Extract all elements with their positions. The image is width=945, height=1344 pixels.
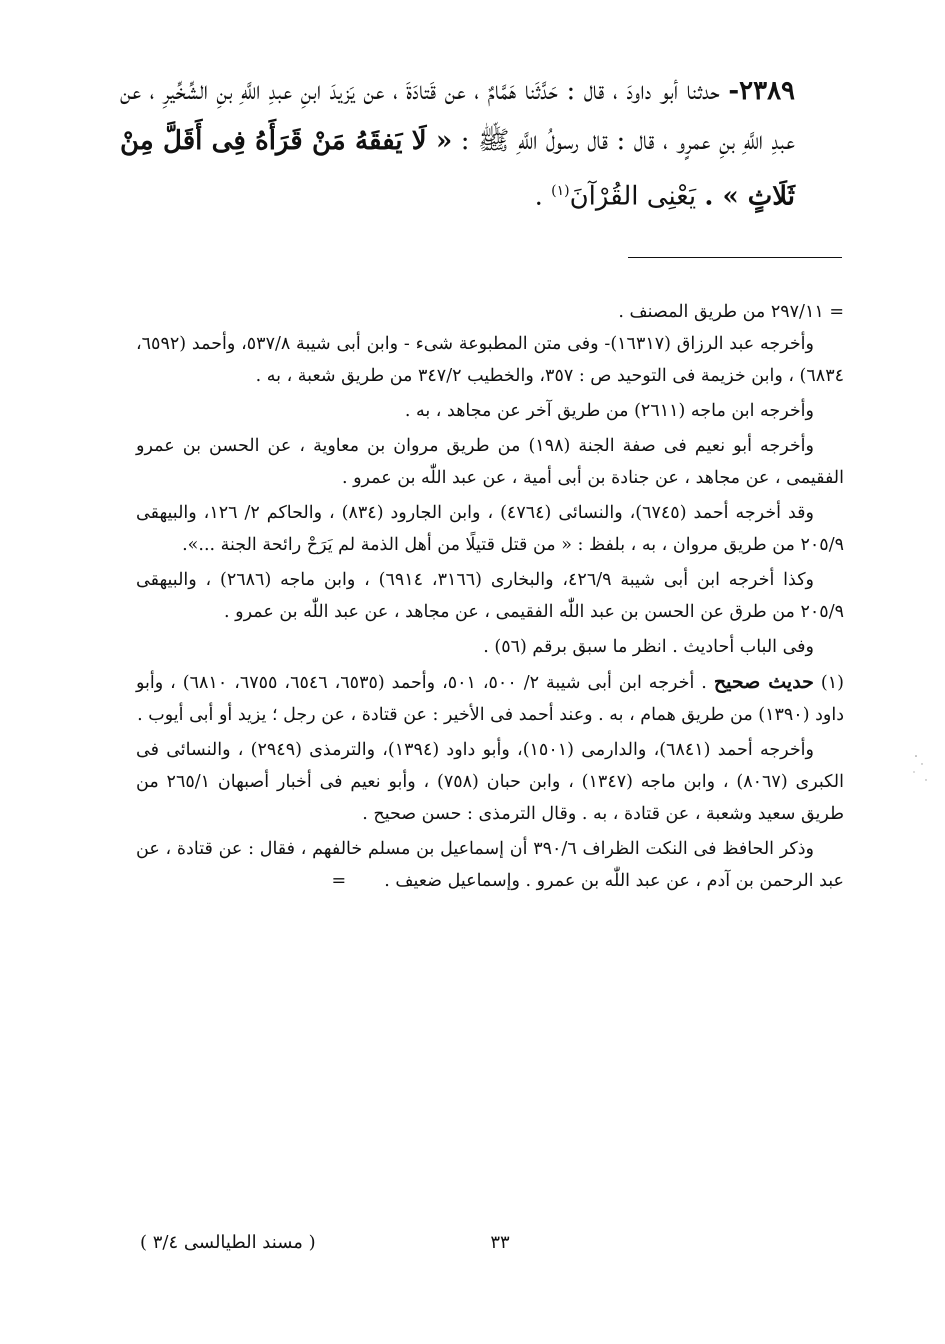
hadith-gloss: يَعْنِى القُرْآنَ: [569, 181, 697, 212]
note-paragraph: [136, 833, 844, 897]
note-paragraph: وفى الباب أحاديث . انظر ما سبق برقم (٥٦) .: [483, 637, 814, 657]
main-end-dot: .: [534, 181, 552, 212]
note-paragraph: وقد أخرجه أحمد (٦٧٤٥)، والنسائى (٤٧٦٤) ، وابن الجارود (٨٣٤) ، والحاكم ٢/ ١٢٦، والبيهقى ٢٠٥/٩ من طريق مروان ، به ، بلفظ : « من قتل قتيلًا من أهل الذمة لم يَرَحْ رائحة الجنة ...».: [136, 503, 844, 555]
paper-specks: [906, 750, 936, 790]
page-number: ٣٣: [490, 1232, 510, 1253]
footnote-text: . أخرجه ابن أبى شيبة ٢/ ٥٠٠، ٥٠١، وأحمد (٦٥٣٥، ٦٥٤٦، ٦٧٥٥، ٦٨١٠) ، وأبو داود (١٣٩٠) من طريق همام ، به . وعند أحمد فى الأخير : عن قتادة ، عن رجل ؛ يزيد أو أبى أيوب .: [136, 673, 844, 725]
note-paragraph: وأخرجه ابن ماجه (٢٦١١) من طريق آخر عن مجاهد ، به .: [404, 401, 814, 421]
hadith-number: ٢٣٨٩-: [728, 76, 796, 106]
continuation-mark: =: [331, 871, 347, 891]
note-last-text: وذكر الحافظ فى النكت الظراف ٣٩٠/٦ أن إسماعيل بن مسلم خالفهم ، فقال : عن قتادة ، عن عبد الرحمن بن آدم ، عن عبد اللّٰه بن عمرو . وإسماعيل ضعيف .: [136, 839, 844, 891]
note-paragraph: وكذا أخرجه ابن أبى شيبة ٤٢٦/٩، والبخارى (٣١٦٦، ٦٩١٤) ، وابن ماجه (٢٦٨٦) ، والبيهقى ٢٠٥/٩ من طرق عن الحسن بن عبد اللّٰه الفقيمى ، عن مجاهد ، عن عبد اللّٰه بن عمرو .: [136, 570, 844, 622]
footnote-divider: [628, 257, 842, 258]
note-paragraph: وأخرجه أبو نعيم فى صفة الجنة (١٩٨) من طريق مروان بن معاوية ، عن الحسن بن عمرو الفقيمى ، عن مجاهد ، عن جنادة بن أبى أمية ، عن عبد اللّٰه بن عمرو .: [136, 436, 844, 488]
isnad-text: حدثنا أبو داودَ ، قال : حَدَّثَنا هَمَّامٌ ، عن قَتادَةَ ، عن يَزيدَ ابنِ عبدِ اللَّهِ بنِ الشِّخِّيرِ ، عن عبدِ اللَّهِ بنِ عمرٍو ، قال : قال رسولُ اللَّهِ ﷺ :: [120, 76, 796, 156]
note-line: = ٢٩٧/١١ من طريق المصنف .: [618, 302, 844, 322]
footnote-marker: (١): [551, 183, 570, 199]
note-paragraph: وأخرجه أحمد (٦٨٤١)، والدارمى (١٥٠١)، وأبو داود (١٣٩٤)، والترمذى (٢٩٤٩) ، والنسائى فى الكبرى (٨٠٦٧) ، وابن ماجه (١٣٤٧) ، وابن حبان (٧٥٨) ، وأبو نعيم فى أخبار أصبهان ٢٦٥/١ من طريق سعيد وشعبة ، عن قتادة ، به . وقال الترمذى : حسن صحيح .: [136, 740, 844, 824]
footnote-1: [136, 666, 844, 731]
note-paragraph: وأخرجه عبد الرزاق (١٦٣١٧)- وفى متن المطبوعة شىء - وابن أبى شيبة ٥٣٧/٨، وأحمد (٦٥٩٢، ٦٨٣٤) ، وابن خزيمة فى التوحيد ص : ٣٥٧، والخطيب ٣٤٧/٢ من طريق شعبة ، به .: [136, 334, 844, 386]
grading-text: حديث صحيح: [713, 671, 814, 693]
footnote-label: (١): [820, 673, 844, 693]
volume-reference: ( مسند الطيالسى ٣/٤ ): [140, 1232, 316, 1253]
hadith-main-text: [120, 66, 795, 222]
footnotes: [136, 296, 844, 897]
hadith-matn: « لَا يَفقَهُ مَنْ قَرَأَهُ فِى أَقَلَّ مِنْ ثَلَاثٍ » .: [120, 126, 795, 212]
